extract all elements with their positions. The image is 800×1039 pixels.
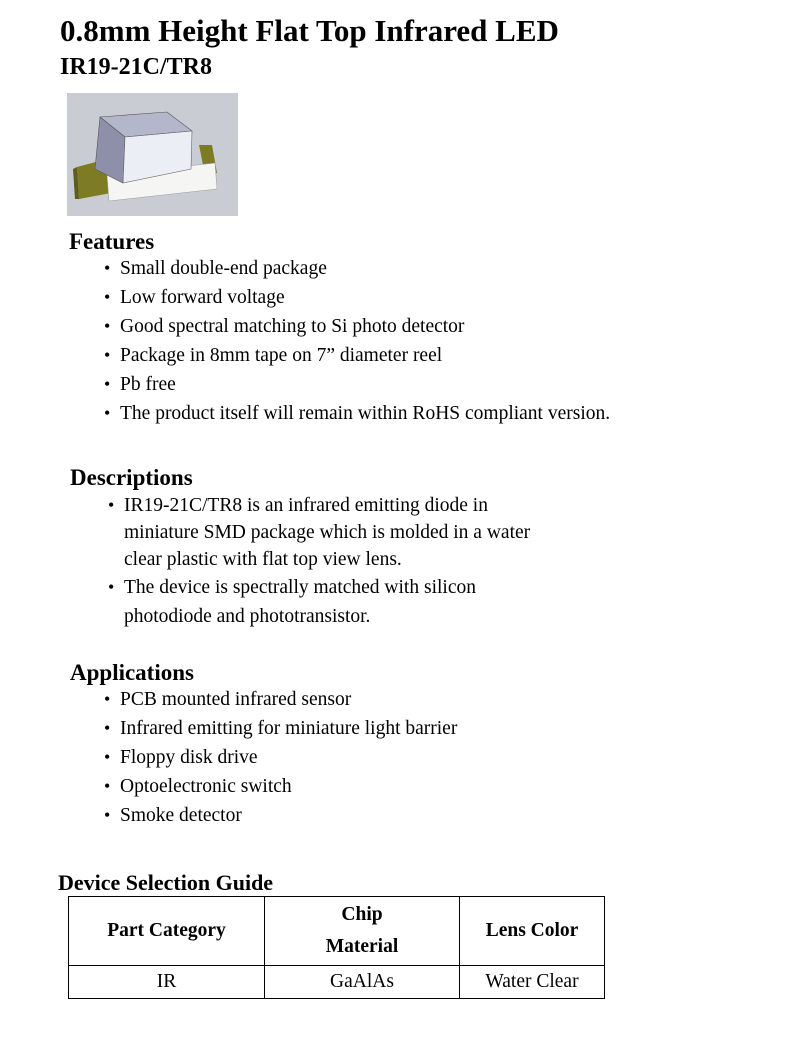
product-image — [67, 93, 238, 216]
features-list — [104, 254, 610, 428]
device-selection-table — [68, 896, 605, 999]
application-item: • Floppy disk drive — [104, 743, 457, 772]
application-item: • Optoelectronic switch — [104, 772, 457, 801]
column-header-chip-material — [265, 897, 460, 966]
description-item: • IR19-21C/TR8 is an infrared emitting diode in miniature SMD package which is molded in a water clear plastic with flat top view lens. — [108, 492, 548, 573]
applications-heading: Applications — [70, 660, 194, 685]
feature-item: • The product itself will remain within RoHS compliant version. — [104, 399, 610, 428]
applications-list — [104, 685, 457, 830]
table-row — [69, 966, 605, 999]
feature-item: • Pb free — [104, 370, 610, 399]
cell-lens-color: Water Clear — [460, 966, 605, 999]
document-title: 0.8mm Height Flat Top Infrared LED — [60, 13, 559, 48]
descriptions-list — [108, 492, 548, 631]
column-header-line: Chip — [341, 904, 383, 925]
column-header-lens-color: Lens Color — [460, 897, 605, 966]
descriptions-heading: Descriptions — [70, 465, 193, 490]
part-number: IR19-21C/TR8 — [60, 54, 213, 80]
application-item: • Infrared emitting for miniature light barrier — [104, 714, 457, 743]
feature-item: • Small double-end package — [104, 254, 610, 283]
feature-item: • Good spectral matching to Si photo detector — [104, 312, 610, 341]
column-header-line: Material — [325, 936, 399, 957]
application-item: • Smoke detector — [104, 801, 457, 830]
feature-item: • Package in 8mm tape on 7” diameter reel — [104, 341, 610, 370]
table-header-row — [69, 897, 605, 966]
column-header-part-category: Part Category — [69, 897, 265, 966]
description-item: • The device is spectrally matched with silicon photodiode and phototransistor. — [108, 573, 548, 631]
led-package-illustration — [67, 93, 238, 216]
selection-guide-heading: Device Selection Guide — [58, 870, 274, 895]
cell-chip-material: GaAlAs — [265, 966, 460, 999]
application-item: • PCB mounted infrared sensor — [104, 685, 457, 714]
features-heading: Features — [69, 229, 155, 254]
cell-part-category: IR — [69, 966, 265, 999]
feature-item: • Low forward voltage — [104, 283, 610, 312]
